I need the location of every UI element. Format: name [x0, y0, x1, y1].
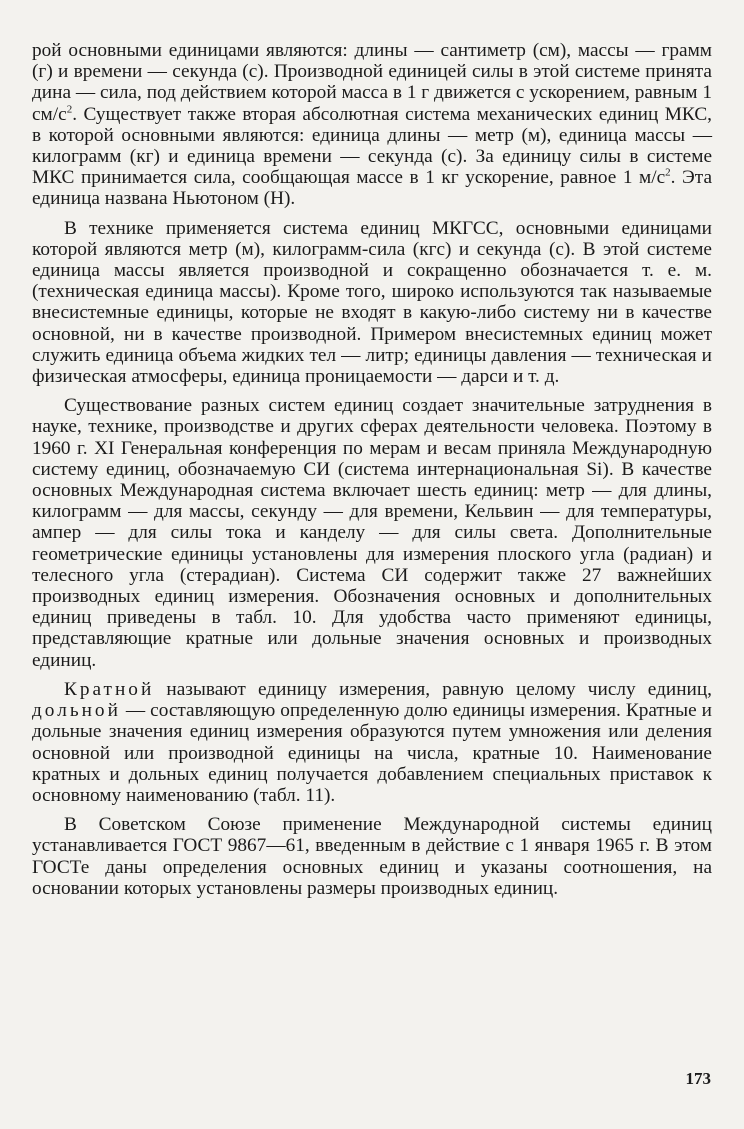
superscript: 2	[665, 166, 671, 179]
paragraph-5	[32, 814, 712, 899]
superscript: 2	[66, 103, 73, 116]
paragraph-1	[32, 40, 712, 210]
text-run: рой основными единицами являются: длины — сантиметр (см), массы — грамм (г) и времени — секунда (с). Производной единицей силы в этой системе принята дина — сила, под действием которой масса в 1 г движется с ускорением, равным 1 см/с	[32, 40, 712, 125]
text-run: В Советском Союзе применение Международной системы единиц устанавливается ГОСТ 9867—61, введенным в действие с 1 января 1965 г. В этом ГОСТе даны определения основных единиц и указаны соотношения, на основании которых установлены размеры производных единиц.	[32, 814, 712, 899]
page-text-body	[32, 40, 712, 899]
text-run: называют единицу измерения, равную целому числу единиц,	[154, 678, 712, 700]
text-run: В технике применяется система единиц МКГСС, основными единицами которой являются метр (м), килограмм-сила (кгс) и секунда (с). В этой системе единица массы является производной и сокращенно обозначается т. е. м. (техническая единица массы). Кроме того, широко используются так называемые внесистемные единицы, которые не входят в какую-либо систему ни в качестве основной, ни в качестве производной. Примером внесистемных единиц может служить единица объема жидких тел — литр; единицы давления — техническая и физическая атмосферы, единица проницаемости — дарси и т. д.	[32, 217, 712, 388]
paragraph-4	[32, 679, 712, 806]
text-run: . Эта единица названа Ньютоном (Н).	[32, 167, 713, 210]
text-run: Существование разных систем единиц создает значительные затруднения в науке, технике, производстве и других сферах деятельности человека. Поэтому в 1960 г. XI Генеральная конференция по мерам и весам приняла Международную систему единиц, обозначаемую СИ (система интернациональная Si). В качестве основных Международная система включает шесть единиц: метр — для длины, килограмм — для массы, секунду — для времени, Кельвин — для температуры, ампер — для силы тока и канделу — для силы света. Дополнительные геометрические единицы установлены для измерения плоского угла (радиан) и телесного угла (стерадиан). Система СИ содержит также 27 важнейших производных единиц измерения. Обозначения основных и дополнительных единиц приведены в табл. 10. Для удобства часто применяют единицы, представляющие кратные или дольные значения основных и производных единиц.	[32, 395, 712, 671]
paragraph-3	[32, 395, 712, 671]
spaced-emphasis: дольной	[32, 700, 121, 722]
page-number: 173	[685, 1069, 711, 1088]
spaced-emphasis: Кратной	[64, 678, 155, 700]
text-run: — составляющую определенную долю единицы измерения. Кратные и дольные значения единиц измерения образуются путем умножения или деления основной или производной единицы на числа, кратные 10. Наименование кратных и дольных единиц получается добавлением специальных приставок к основному наименованию (табл. 11).	[32, 700, 712, 806]
text-run: . Существует также вторая абсолютная система механических единиц МКС, в которой основными являются: единица длины — метр (м), единица массы — килограмм (кг) и единица времени — секунда (с). За единицу силы в системе МКС принимается сила, сообщающая массе в 1 кг ускорение, равное 1 м/с	[32, 103, 712, 189]
paragraph-2	[32, 218, 712, 388]
